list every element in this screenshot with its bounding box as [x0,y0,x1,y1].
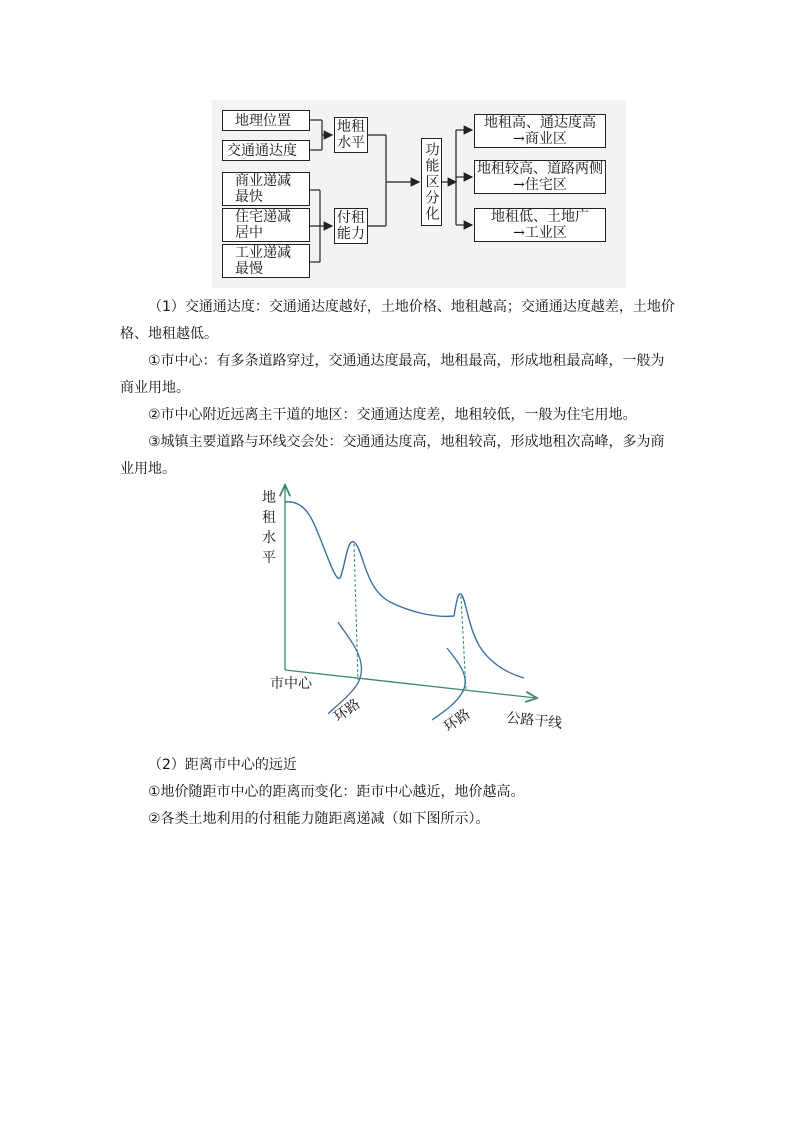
ring-road-label-2: 环路 [441,706,474,736]
y-label-1: 地 [262,490,276,506]
rent-level-line2: 水平 [337,135,365,151]
bid-rent-line2: 能力 [337,226,365,242]
highway-label: 公路干线 [505,710,563,732]
commercial-decline-line1: 商业递减 [235,173,291,189]
commercial-zone-line2: →商业区 [513,131,567,147]
bid-rent-box [334,208,368,244]
location-label: 地理位置 [235,112,291,129]
paragraph-bid-rent: ②各类土地利用的付租能力随距离递减（如下图所示）。 [148,811,490,827]
commercial-decline-line2: 最快 [235,189,263,205]
city-center-label: 市中心 [270,676,312,692]
commercial-zone-line1: 地租高、通达度高 [484,115,596,131]
commercial-zone-box [474,114,606,148]
accessibility-label: 交通通达度 [227,142,297,159]
peak-drop-line-2 [461,596,466,690]
land-rent-diagram [250,478,570,740]
industrial-decline-line1: 工业递减 [235,245,291,261]
residential-zone-box [474,160,606,194]
industrial-zone-line2: →工业区 [513,225,567,241]
residential-zone-line1: 地租较高、道路两侧 [477,161,603,177]
function-zone-box [421,138,442,226]
accessibility-box [222,140,310,161]
industrial-decline-box [222,244,310,278]
paragraph-price-distance: ①地价随距市中心的距离而变化：距市中心越近，地价越高。 [148,784,525,800]
industrial-zone-box [474,208,606,242]
industrial-zone-line1: 地租低、土地广 [491,209,589,225]
y-label-3: 水 [262,530,276,546]
land-rent-curve [285,502,524,678]
residential-decline-box [222,208,310,242]
paragraph-accessibility: （1）交通通达度：交通通达度越好，土地价格、地租越高；交通通达度越差，土地价格、地租越低。 [120,299,675,342]
function-zone-flowchart [212,100,626,288]
peak-drop-line-1 [354,544,358,680]
bid-rent-line1: 付租 [337,210,365,226]
ring-road-label-1: 环路 [331,696,364,726]
residential-decline-line1: 住宅递减 [235,209,291,225]
residential-decline-line2: 居中 [235,225,263,241]
y-label-4: 平 [262,550,276,566]
y-label-2: 租 [262,510,276,526]
paragraph-off-main-road: ②市中心附近远离主干道的地区：交通通达度差，地租较低，一般为住宅用地。 [148,407,637,423]
commercial-decline-box [222,172,310,206]
paragraph-distance: （2）距离市中心的远近 [148,757,297,773]
paragraph-intersection: ③城镇主要道路与环线交会处：交通通达度高，地租较高，形成地租次高峰，多为商业用地。 [120,434,665,477]
location-box [222,110,310,131]
function-zone-label: 功能区分化 [423,142,440,222]
paragraph-city-center: ①市中心：有多条道路穿过，交通通达度最高，地租最高，形成地租最高峰，一般为商业用地。 [120,353,665,396]
rent-level-box [334,117,368,153]
residential-zone-line2: →住宅区 [513,177,567,193]
industrial-decline-line2: 最慢 [235,261,263,277]
rent-level-line1: 地租 [337,119,365,135]
highway-axis [285,670,536,698]
